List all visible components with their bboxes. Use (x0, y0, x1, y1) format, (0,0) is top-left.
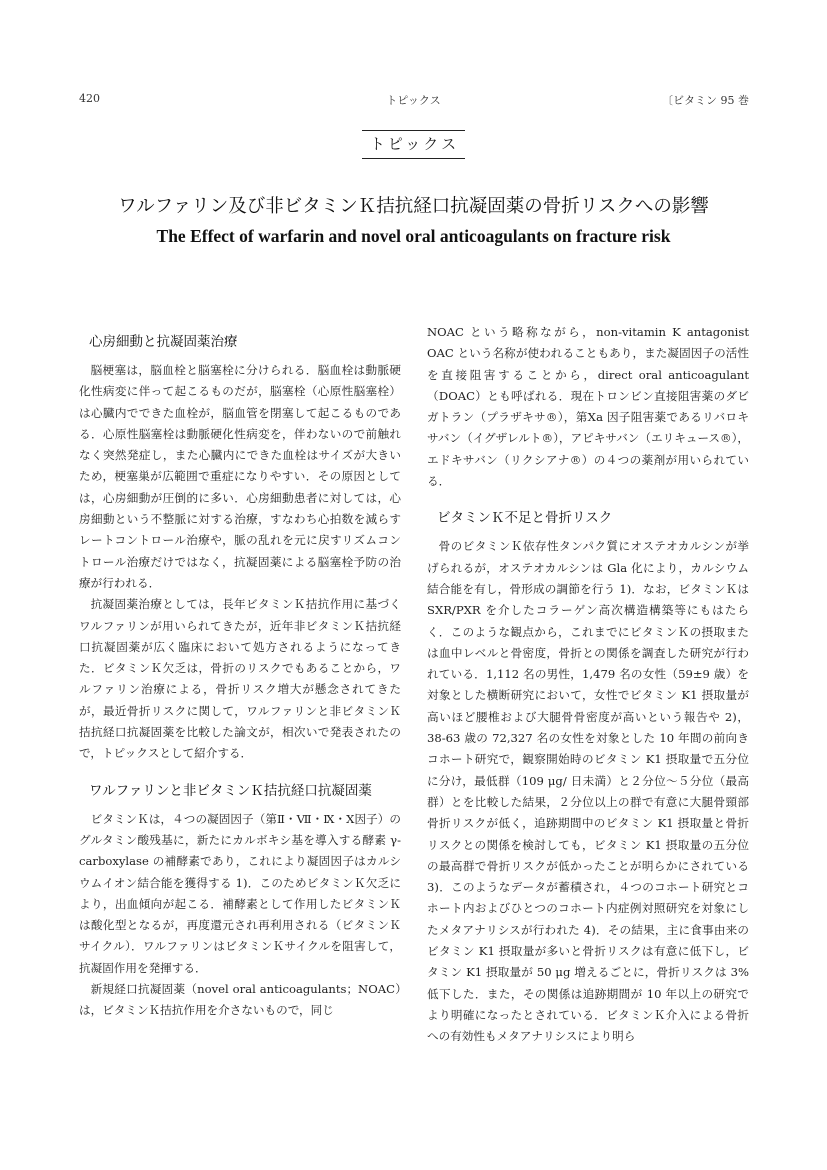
paragraph: 脳梗塞は，脳血栓と脳塞栓に分けられる．脳血栓は動脈硬化性病変に伴って起こるものだが，脳塞栓（心原性脳塞栓）は心臓内でできた血栓が，脳血管を閉塞して起こるものである．心原性脳塞栓は動脈硬化性病変を，伴わないので前触れなく突然発症し，また心臓内にできた血栓はサイズが大きいため，梗塞巣が広範囲で重症になりやすい．その原因としては，心房細動が圧倒的に多い．心房細動患者に対しては，心房細動という不整脈に対する治療，すなわち心拍数を減らすレートコントロール治療や，脈の乱れを元に戻すリズムコントロール治療だけではなく，抗凝固薬による脳塞栓予防の治療が行われる． (79, 363, 401, 590)
left-column (79, 322, 401, 1022)
paragraph: 抗凝固薬治療としては，長年ビタミンＫ拮抗作用に基づくワルファリンが用いられてきたが，近年非ビタミンＫ拮抗経口抗凝固薬が広く臨床において処方されるようになってきた．ビタミンＫ欠乏は，骨折のリスクでもあることから，ワルファリン治療による，骨折リスク増大が懸念されてきたが，最近骨折リスクに関して，ワルファリンと非ビタミンＫ拮抗経口抗凝固薬を比較した論文が，相次いで発表されたので，トピックスとして紹介する． (79, 597, 401, 761)
journal-volume: 〔ビタミン 95 巻 (662, 94, 749, 107)
right-column (427, 322, 749, 1048)
section-label (0, 130, 827, 159)
paragraph: 骨のビタミンＫ依存性タンパク質にオステオカルシンが挙げられるが，オステオカルシンは Gla 化により，カルシウム結合能を有し，骨形成の調節を行う 1)．なお，ビタミンＫは SXR/PXR を介したコラーゲン高次構造構築等にもはたらく．このような観点から，これまでにビタミンＫの摂取または血中レベルと骨密度，骨折との関係を調査した研究が行われている．1,112 名の男性，1,479 名の女性（59±9 歳）を対象とした横断研究において，女性でビタミン K1 摂取量が高いほど腰椎および大腿骨骨密度が高いという報告や 2)，38-63 歳の 72,327 名の女性を対象とした 10 年間の前向きコホート研究で，観察開始時のビタミン K1 摂取量で五分位に分け，最低群（109 μg/ 日未満）と２分位～５分位（最高群）とを比較した結果，２分位以上の群で有意に大腿骨頸部骨折リスクが低く，追跡期間中のビタミン K1 摂取量と骨折リスクとの関係を検討しても，ビタミン K1 摂取量の五分位の最高群で骨折リスクが低かったことが明らかにされている 3)．このようなデータが蓄積され，４つのコホート研究とコホート内およびひとつのコホート内症例対照研究を対象にしたメタアナリシスが行われた 4)．その結果，主に食事由来のビタミン K1 摂取量が多いと骨折リスクは有意に低下し，ビタミン K1 摂取量が 50 μg 増えるごとに，骨折リスクは 3% 低下した．また，その関係は追跡期間が 10 年以上の研究でより明確になったとされている．ビタミンＫ介入による骨折への有効性もメタアナリシスにより明ら (427, 539, 749, 1044)
article-title-japanese: ワルファリン及び非ビタミンＫ拮抗経口抗凝固薬の骨折リスクへの影響 (118, 196, 709, 217)
paragraph: NOAC という略称ながら，non-vitamin K antagonist OAC という名称が使われることもあり，また凝固因子の活性を直接阻害することから，direct oral anticoagulant（DOAC）とも呼ばれる．現在トロンビン直接阻害薬のダビガトラン（プラザキサ®），第Ⅹa 因子阻害薬であるリバロキサバン（イグザレルト®），アピキサバン（エリキュース®），エドキサバン（リクシアナ®）の４つの薬剤が用いられている． (427, 325, 749, 489)
paragraph: 新規経口抗凝固薬（novel oral anticoagulants；NOAC）は，ビタミンＫ拮抗作用を介さないもので，同じ (79, 982, 401, 1018)
running-section-title: トピックス (386, 94, 441, 107)
section-label-text: トピックス (362, 130, 465, 159)
article-title-english: The Effect of warfarin and novel oral anticoagulants on fracture risk (156, 226, 671, 246)
page-number: 420 (79, 92, 100, 105)
heading-warfarin-vs-noac: ワルファリンと非ビタミンＫ拮抗経口抗凝固薬 (89, 782, 372, 799)
heading-atrial-fibrillation: 心房細動と抗凝固薬治療 (89, 334, 238, 350)
heading-vitamin-k-deficiency: ビタミンＫ不足と骨折リスク (437, 510, 613, 527)
paragraph: ビタミンＫは，４つの凝固因子（第Ⅱ・Ⅶ・Ⅸ・Ⅹ因子）のグルタミン酸残基に，新たにカルボキシ基を導入する酵素 γ-carboxylase の補酵素であり，これにより凝固因子はカルシウムイオン結合能を獲得する 1)．このためビタミンＫ欠乏により，出血傾向が起こる．補酵素として作用したビタミンＫは酸化型となるが，再度還元され再利用される（ビタミンＫサイクル）．ワルファリンはビタミンＫサイクルを阻害して，抗凝固作用を発揮する． (79, 811, 401, 975)
